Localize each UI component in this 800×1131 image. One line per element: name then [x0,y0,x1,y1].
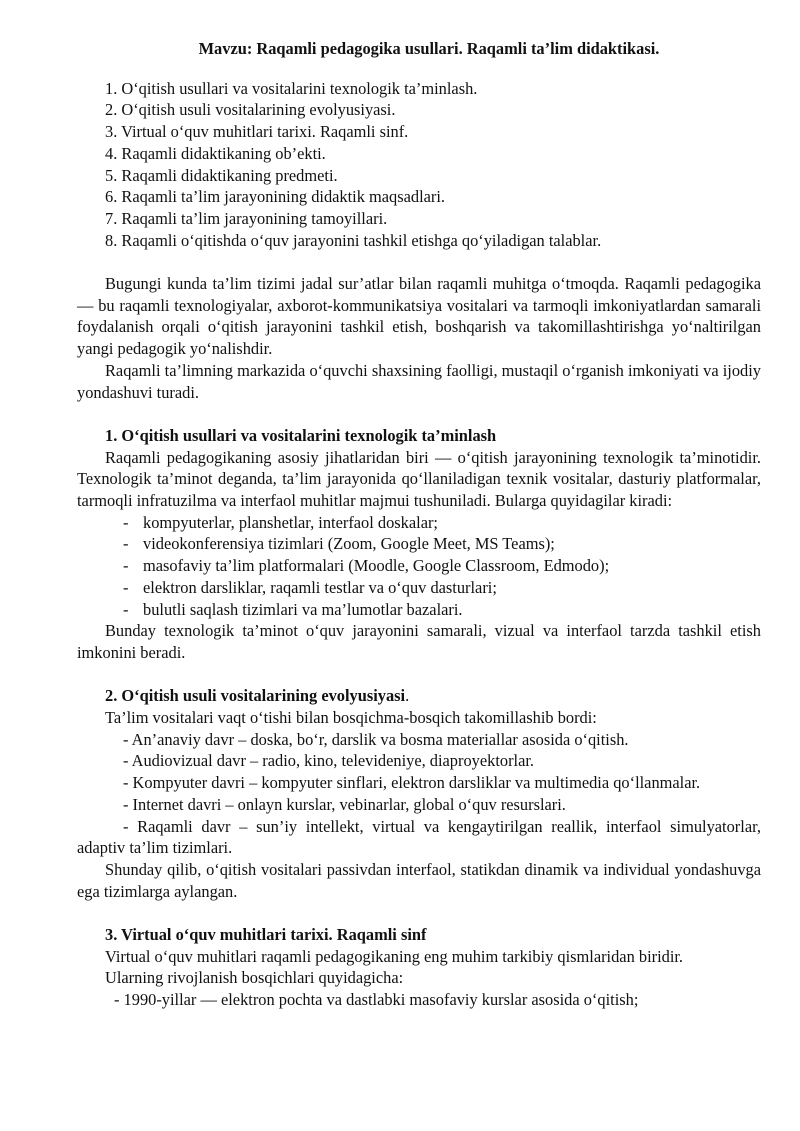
section-paragraph: Virtual o‘quv muhitlari raqamli pedagogikaning eng muhim tarkibiy qismlaridan biridir. [105,946,684,966]
bullet-text: videokonferensiya tizimlari (Zoom, Google Meet, MS Teams); [143,534,555,554]
dash-marker: - [123,512,129,532]
bullet-item [77,577,761,599]
bullet-item [77,599,761,621]
bullet-item [77,512,761,534]
outline-item: 3. Virtual o‘quv muhitlari tarixi. Raqamli sinf. [105,122,409,142]
bullet-item: - Raqamli davr – sun’iy intellekt, virtual va kengaytirilgan reallik, interfaol simulyatorlar, adaptiv ta’lim tizimlari. [77,816,761,858]
bullet-item: - An’anaviy davr – doska, bo‘r, darslik va bosma materiallar asosida o‘qitish. [123,729,629,749]
section-paragraph: Bunday texnologik ta’minot o‘quv jarayonini samarali, vizual va interfaol tarzda tashkil etish imkonini beradi. [77,621,761,662]
section-heading-period: . [405,686,410,706]
section-paragraph: Ularning rivojlanish bosqichlari quyidagicha: [105,968,404,988]
section-paragraph: Ta’lim vositalari vaqt o‘tishi bilan bosqichma-bosqich takomillashib bordi: [105,708,597,728]
bullet-item [77,533,761,555]
dash-marker: - [123,556,129,576]
outline-item: 4. Raqamli didaktikaning ob’ekti. [105,143,326,163]
outline-item: 8. Raqamli o‘qitishda o‘quv jarayonini tashkil etishga qo‘yiladigan talablar. [105,230,602,250]
bullet-item: - Internet davri – onlayn kurslar, vebinarlar, global o‘quv resurslari. [123,794,566,814]
dash-marker: - [123,599,129,619]
intro-paragraph: Bugungi kunda ta’lim tizimi jadal sur’atlar bilan raqamli muhitga o‘tmoqda. Raqamli pedagogika — bu raqamli texnologiyalar, axborot-kommunikatsiya vositalari va tarmoqli imkoniyatlardan samarali foydalanish orqali o‘qitish jarayonini tashkil etish, boshqarish va takomillashtirishga yo‘naltirilgan yangi pedagogik yo‘nalishdir. [77,274,761,359]
bullet-text: masofaviy ta’lim platformalari (Moodle, Google Classroom, Edmodo); [143,556,610,576]
dash-marker: - [123,534,129,554]
section-heading [77,685,761,707]
section-paragraph: Raqamli pedagogikaning asosiy jihatlaridan biri — o‘qitish jarayonining texnologik ta’minotidir. Texnologik ta’minot deganda, ta’lim jarayonida qo‘llaniladigan texnik vositalar, dasturiy platformalar, tarmoqli infratuzilma va interfaol muhitlar majmui tushuniladi. Bularga quyidagilar kiradi: [77,447,761,511]
bullet-item: - Kompyuter davri – kompyuter sinflari, elektron darsliklar va multimedia qo‘llanmalar. [123,773,701,793]
bullet-item: - 1990-yillar — elektron pochta va dastlabki masofaviy kurslar asosida o‘qitish; [114,990,639,1010]
outline-item: 5. Raqamli didaktikaning predmeti. [105,165,338,185]
outline-item: 2. O‘qitish usuli vositalarining evolyusiyasi. [105,100,396,120]
dash-marker: - [123,577,129,597]
outline-item: 6. Raqamli ta’lim jarayonining didaktik maqsadlari. [105,187,446,207]
bullet-item [77,555,761,577]
bullet-text: bulutli saqlash tizimlari va ma’lumotlar bazalari. [143,599,463,619]
intro-paragraph: Raqamli ta’limning markazida o‘quvchi shaxsining faolligi, mustaqil o‘rganish imkoniyati va ijodiy yondashuvi turadi. [77,360,761,402]
bullet-text: elektron darsliklar, raqamli testlar va o‘quv dasturlari; [143,577,497,597]
outline-item: 7. Raqamli ta’lim jarayonining tamoyillari. [105,208,388,228]
section-heading-text: 2. O‘qitish usuli vositalarining evolyusiyasi [105,686,406,706]
section-heading: 3. Virtual o‘quv muhitlari tarixi. Raqamli sinf [105,925,427,945]
document-title: Mavzu: Raqamli pedagogika usullari. Raqamli ta’lim didaktikasi. [198,39,660,58]
topic-outline [77,78,761,252]
section-paragraph: Shunday qilib, o‘qitish vositalari passivdan interfaol, statikdan dinamik va individual yondashuvga ega tizimlarga aylangan. [77,859,761,901]
document-page [77,38,761,1011]
section-heading: 1. O‘qitish usullari va vositalarini texnologik ta’minlash [105,425,497,445]
outline-item: 1. O‘qitish usullari va vositalarini texnologik ta’minlash. [105,78,478,98]
bullet-text: kompyuterlar, planshetlar, interfaol doskalar; [143,512,438,532]
bullet-item: - Audiovizual davr – radio, kino, televideniye, diaproyektorlar. [123,751,535,771]
